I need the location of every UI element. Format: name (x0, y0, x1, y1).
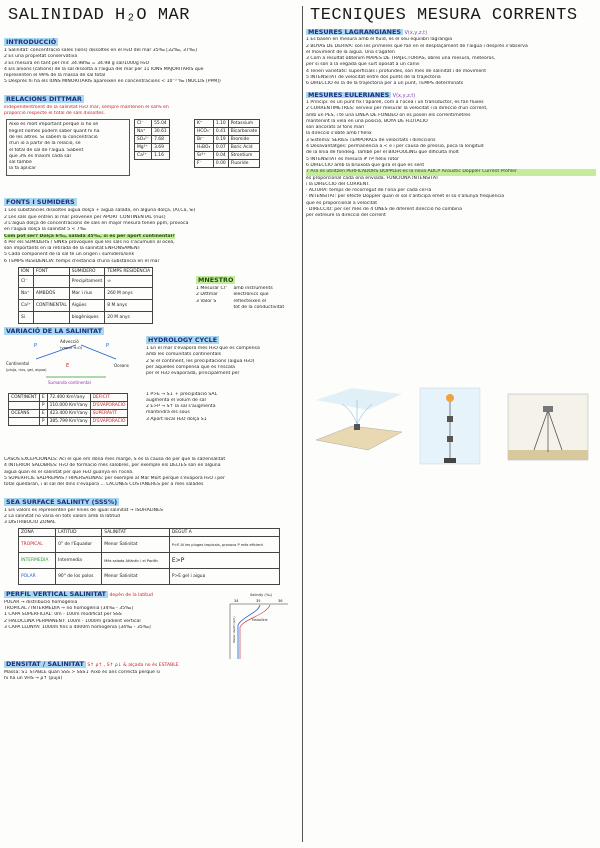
right-column (306, 0, 596, 848)
page-title-salinidad: SALINIDAD H₂O MAR (8, 6, 190, 25)
dittmar-subtitle-2: proporció respecte el total de sals dissoltes. (4, 111, 106, 117)
mnemo-title: MNESTRO (198, 276, 234, 285)
note-line: llegint només podem saber quant hi ha (9, 128, 100, 134)
cell: INTERMEDIA (19, 553, 56, 569)
cell: 260 M anys (105, 288, 153, 300)
cell: 110.000 Km³/any (47, 402, 90, 410)
variacio-table (8, 393, 128, 426)
list-item: augmenta el volum de sal (146, 397, 206, 403)
list-item: que és proporcional a velocitat (306, 200, 378, 206)
list-item: 5 Cada component de la sal té un origen i sumidero/sink (4, 252, 135, 258)
ion-name: Strontium (228, 152, 260, 160)
chart-label: Halocline (252, 618, 268, 623)
cell: ∞ (105, 276, 153, 288)
axis-label: Water depth (km) (232, 616, 236, 644)
list-item: 5 Després hi ha els IONS MINORITARIS apareixen en concentracions < 10⁻³ ‰ (NUCLIS [PPM]) (4, 79, 221, 85)
note-line: Això és molt important perquè si ho sé (9, 122, 99, 128)
cell (9, 418, 40, 426)
cell: 8 M anys (105, 300, 153, 312)
col-header: ZONA (19, 529, 56, 537)
variacio-cicle-block (4, 327, 300, 457)
heading-variacio: VARIACIÓ DE LA SALINITAT (6, 327, 102, 336)
cell: AMBDÓS (33, 288, 69, 300)
list-item: 4 Tenen varietats: superficials i profundes, són més de salinitat i de moviment (306, 68, 487, 74)
list-item: 3 Com a resultat obtenim MAPES DE TRAJECTORIAS, obres una mesura, meteoros, (306, 56, 496, 62)
list-item: 3 Sistema: SÈRIES TEMPORALS de velocitats i direccions (306, 137, 436, 143)
densitat-rel: S↑ ρ↑ , S↑ ρ↓ & alçada no és ESTABLE (87, 663, 179, 669)
label: Advecció (60, 339, 79, 345)
chart-title: Salinity (‰) (250, 593, 273, 598)
col-header: SALINITAT (102, 529, 170, 537)
dittmar-block (4, 117, 300, 189)
list-item: mantenint la vela en una posició, BOYA DE FLOTACIÓ (306, 118, 428, 124)
mnemo-note: tot de la conductivitat (233, 304, 285, 310)
ion-name: Bicarbonate (228, 128, 260, 136)
mnemo-step: 3 Valor S (196, 298, 217, 304)
list-item: per el H₂O evaporada, principalment per (146, 371, 240, 377)
col-header: FONT (33, 268, 69, 276)
heading-lagrangianes: MESURES LAGRANGIANES (308, 29, 401, 36)
ion-pct: 0.19 (213, 136, 228, 144)
dittmar-note (6, 119, 130, 175)
cell: P (39, 418, 47, 426)
ion-pct: 1.16 (152, 152, 170, 160)
ions-table-a (134, 119, 170, 160)
col-header: LATITUD (56, 529, 102, 537)
cell: P (39, 402, 47, 410)
list-item: 3 CAPA LLUNYA: 1000m fins a 4000m homogènia (4, 624, 117, 630)
ion-pct: 1.10 (213, 120, 228, 128)
heading-sss: SEA SURFACE SALINITY (SSS%) (6, 497, 118, 506)
col-header: DEGUT A (169, 529, 279, 537)
list-item: el moviment de la aigua. Una s'agafen (306, 49, 395, 55)
cell: TROPICAL (19, 537, 56, 553)
cell: CONTINENT (9, 394, 40, 402)
list-item: per aquelles compensa que és l'escala (146, 364, 235, 370)
heading-fonts: FONTS I SUMIDERS (6, 198, 75, 207)
ion-pct: 0.00 (213, 160, 228, 168)
cell: Ca²⁺ (19, 300, 34, 312)
list-item: 2 Les sals que entren al mar provenen per APORT CONTINENTAL (rius) (4, 214, 166, 220)
label: P (106, 343, 110, 350)
eulerianes-coords: V(x,y,z,t) (392, 92, 416, 99)
lagrangianes-lines (306, 37, 596, 87)
list-item: 6 DIRECCIÓ és la de la trajectòria per a un punt, TEMPS determinats (306, 81, 464, 87)
tick-label: 34 (234, 599, 239, 604)
list-item: · ALTURA: temps de recorregut de l'ona per cada cel·la (306, 188, 432, 194)
list-item: 1 Els valors es representen per línies de igual salinitat → ISOHALINES (4, 507, 163, 513)
residencia-block (4, 265, 300, 327)
tick-label: 36 (278, 599, 283, 604)
cell: 72.400 Km³/any (47, 394, 90, 402)
cell: 20 M anys (105, 312, 153, 324)
ion-pct: 30.61 (152, 128, 170, 136)
cell: E (39, 410, 47, 418)
list-item: amb un PES, i té una LINEA DE FONDEO on es posen els correntímetres (306, 112, 471, 118)
list-item: TROPICAL / INTERMEDIA → no homogènia (4, 606, 100, 612)
perfil-suffix: depèn de la latitud (109, 593, 153, 599)
column-divider (302, 6, 303, 842)
list-item: 2 CORRENTÍMETRES: serveix per mesurar la velocitat i la direcció d'un corrent, (306, 106, 488, 112)
list-item: de la línia de fondeig. També per el BIOFOULING que dificulta molt (306, 150, 459, 156)
lagrangianes-coords: V(x,y,z,t) (404, 30, 428, 36)
list-item: 6 TEMPS RESIDÈNCIA: temps d'estància d'una substància en el mar (4, 258, 160, 264)
illustration-adcp-seabed (316, 388, 402, 450)
list-item: 4 Per els SUMIDERS / SINKS provoquen que les sals no s'acumulin al oceà, (4, 239, 175, 245)
list-item: POLAR → distribució homogènia (4, 599, 78, 605)
cell: P>E gel i aigua (169, 569, 279, 585)
mnemo-note: amb instruments (233, 286, 273, 292)
list-item: per extreure la direcció del corrent (306, 213, 386, 219)
note-line: de les altres. Si sabem la concentració (9, 134, 98, 140)
cell (33, 276, 69, 288)
list-item: 1 Salinitat: concentració sales (ions) dissoltes en el H₂O del mar 35‰ [32‰, 37‰] (4, 48, 197, 53)
cell: Més salada Atlàntic i el Pacífic (102, 553, 170, 569)
cell: POLAR (19, 569, 56, 585)
cell: Menor Salinitat (102, 569, 170, 585)
col-header: ION (19, 268, 34, 276)
list-item: 2 La salinitat no varia en tots valors amb la latitud (4, 513, 121, 519)
salinity-profile-chart (220, 591, 292, 661)
ion-name: Fluoride (228, 160, 260, 168)
list-item: són ancorats al fons marí (306, 125, 365, 131)
label: (vapor H₂O) (60, 345, 83, 351)
heading-cicle: HYDROLOGY CYCLE (148, 336, 218, 345)
ion: HCO₃⁻ (195, 128, 214, 136)
ion-pct: 0.04 (213, 152, 228, 160)
ion: Cl⁻ (135, 120, 152, 128)
ion: Sr²⁺ (195, 152, 214, 160)
heading-introduccio: INTRODUCCIÓ (6, 38, 57, 46)
cell: 385.799 Km³/any (47, 418, 90, 426)
list-item: 5 SUPERFICIE SALPREMAS / HIPERSALINAS: per exemple al Mar Mort perquè s'evapora H₂O i per (4, 475, 225, 481)
cell: biogèniques (69, 312, 105, 324)
ion: H₃BO₃ (195, 144, 214, 152)
ion: F⁻ (195, 160, 214, 168)
ion-name: Boric Acid (228, 144, 260, 152)
cell: Aigües (69, 300, 105, 312)
cell: CONTINENTAL (33, 300, 69, 312)
list-item: 3 L'aigua dolça de concentracions de sals en major mesura tenen ppm, provoca (4, 220, 189, 226)
list-item: 5 INTENSITAT de velocitat entre dos punts de la trajectòria (306, 75, 441, 81)
ion: SO₄²⁻ (135, 136, 152, 144)
mnemo-note: reflecteixen el (233, 298, 267, 304)
note-line: el total de sal de l'aigua. Sabent (9, 147, 84, 153)
ion-pct: 55.04 (152, 120, 170, 128)
arrow-line (81, 345, 116, 359)
list-item: 1 Principi: és un punt fix l'aparell, com a l'oceà i un transductor, es fan fluxes (306, 99, 484, 105)
ion-name: Potassium (228, 120, 260, 128)
list-item: 3 És mesura en tant per mil: 34.98‰ = 34.98 g sal/1000g H₂O (4, 60, 150, 66)
note-line: la fa aplicar (9, 166, 36, 172)
list-item: representen el 99% de la massa de sal total (4, 73, 106, 79)
illustration-tripod (508, 394, 588, 460)
cell: D'EVAPORACIÓ (90, 418, 128, 426)
list-item: mantindrà els sous (146, 410, 190, 416)
cell: Si (19, 312, 34, 324)
note-line: d'un ió a partir de la relació, sé (9, 141, 81, 147)
cell: DÈFICIT (90, 394, 128, 402)
ion-pct: 7.68 (152, 136, 170, 144)
cell: E (39, 394, 47, 402)
list-item: són importants en la retirada de la salinitat ENFONSAMENT (4, 246, 141, 252)
perfil-block (4, 591, 300, 661)
ion: K⁺ (195, 120, 214, 128)
list-item: 3 Aport local H₂O dolça S↓ (146, 416, 208, 422)
list-item: total quedaran, i al sal del dins s'evapora ... LACUNES COSTANERES per a més salades (4, 482, 204, 488)
list-item: 4 INTERIOR SALOBRES: H₂O de formació més salobres, per exemple els DELTES són en alguna (4, 463, 221, 469)
list-item: 2 HALOCLINA PERMANENT: 100m - 1000m gradient vertical (4, 618, 141, 624)
list-item: CASOS EXCEPCIONALS: Ací el que em dóna més marge, S és la causa de per què la sal/ensalitat (4, 457, 226, 463)
measurement-illustrations (312, 380, 592, 470)
illustration-mooring-line (420, 388, 480, 464)
fonts-question: Com pot ser? Dolça 6‰, salada 35‰, si es per aport continental? (4, 233, 175, 239)
heading-perfil: PERFIL VERTICAL SALINITAT (6, 591, 107, 599)
cell: Precipitament (69, 276, 105, 288)
list-item: 4 Els anions (cations) de la sal dissolta a l'aigua del mar per 11 IONS MAJORITARIS que (4, 66, 204, 72)
col-header: SUMIDERO (69, 268, 105, 276)
list-item: hi ha un VHS → ρ↑ (puja) (4, 676, 63, 682)
list-item: 2 E>P → S↑ la sal s'augmenta (146, 404, 216, 410)
list-item: amb les comunitats continentals (146, 352, 222, 358)
ion-name: Bromide (228, 136, 260, 144)
label: E (66, 363, 70, 370)
range: [34‰ - 35‰] (100, 606, 134, 612)
label: (pluja, rius, gel, aigua) (6, 368, 47, 373)
ion-pct: 0.41 (213, 128, 228, 136)
range: [34‰ - 35‰] (118, 624, 151, 630)
cell: Cl⁻ (19, 276, 34, 288)
list-item: 2 Sí el continent, les precipitacions (aigua H₂O) (146, 358, 255, 364)
heading-eulerianes: MESURES EULERIANES (308, 91, 390, 99)
mnemo-step: 2 Dittmar (196, 292, 218, 298)
ion-pct: 0.07 (213, 144, 228, 152)
list-item: · DIRECCIÓ: per ser més de 4 ONES de diferent direcció ho combina (306, 207, 462, 213)
list-item: 1 CAPA SUPERFICIAL: 0m - 100m modificat per SSS (4, 612, 122, 618)
ion: Mg²⁺ (135, 144, 152, 152)
variacio-diagram (6, 337, 138, 387)
mnemo-note: electrònics que (233, 292, 269, 298)
cell: 0° de l'Equador (56, 537, 102, 553)
residencia-table (18, 267, 153, 324)
list-item: 1 Les substàncies dissoltes aigua dolça + aigua salada, en alguna dolça, (Al,Ca, Si) (4, 208, 196, 214)
label: P (34, 343, 38, 350)
list-item: i la DIRECCIÓ del CORRENT. (306, 181, 370, 187)
cell: Mar i rius (69, 288, 105, 300)
ion: Br⁻ (195, 136, 214, 144)
label: Oceans (114, 363, 129, 369)
list-item: 1 En el mar s'evapora més H₂O que es compensa (146, 346, 260, 352)
heading-dittmar: RELACIONS DITTMAR (6, 94, 82, 103)
label: Continental (6, 361, 30, 367)
list-item: Massa: S↓ STABLE quan SSS > SSS↓ Això és ans correcta perquè si (4, 669, 161, 675)
list-item: 2 BOYAS DE DERIVA: són les primeres que fan en el desplaçament de l'aigua i després s'observa (306, 43, 528, 49)
list-item: 7 Ara es utilitzen PERFILADORS DOPPLER es la nova ADCP Acoustic Doppler Current Profiler (306, 169, 596, 175)
note-line: que 3% és maxim cada sal (9, 153, 71, 159)
sss-table (18, 528, 280, 585)
cell: 90° de los polos (56, 569, 102, 585)
dittmar-subtitle: independentment de la salinitat H₂O mar, sempre mantenen el sal% en (4, 104, 169, 110)
cell (9, 402, 40, 410)
list-item: en l'aigua dolça la salinitat 5 < 7‰ (4, 227, 86, 233)
list-item: 6 DIRECCIÓ amb la brúixola que gira el que es sent (306, 162, 425, 168)
cell: OCEÀNS (9, 410, 40, 418)
label: Sumanda continental (48, 380, 91, 386)
list-item: per si són a la vegada que surt oposat a un canvi (306, 62, 420, 68)
ion: Na⁺ (135, 128, 152, 136)
col-header: TEMPS RESIDÈNCIA (105, 268, 153, 276)
list-item: la direcció s'obté amb l'hèlix (306, 131, 372, 137)
list-item: 1 És basen en mesura amb el fluid, es el seu equilibri lagrangia (306, 37, 453, 43)
cell: P>E Al les pluges tropicals, provoca P més eficient (169, 537, 279, 553)
list-item: 4 Desavantatges: permanència a < e i per causa de pressió, poca la longitud (306, 144, 484, 150)
tick-label: 35 (256, 599, 261, 604)
list-item: 5 INTENSITAT es mesura # nº hèlix rotor (306, 156, 399, 162)
list-item: és proporcional cada ona enviada. FUNCIONA INTENSITAT (306, 175, 439, 181)
profile-line (240, 605, 270, 659)
list-item: 1 P>E → S↓ + precipitació SAL (146, 391, 218, 397)
ion: Ca²⁺ (135, 152, 152, 160)
cell: Menor Salinitat (102, 537, 170, 553)
list-item: · INTENSITAT: per efecte Doppler quan el sol s'anticipa emet el so s'allunya freqüència (306, 194, 505, 200)
mnemo-step: 1 Mesurar Cl⁻ (196, 286, 228, 292)
cell: 423.400 Km³/any (47, 410, 90, 418)
cell: D'EVAPORACIÓ (90, 402, 128, 410)
note-line: sal també (9, 160, 32, 166)
cell: Intermedia (56, 553, 102, 569)
list-item: 2 És una propietat conservativa (4, 54, 78, 60)
page-title-tecniques: TECNIQUES MESURA CORRENTS (310, 6, 578, 25)
eulerianes-lines (306, 100, 596, 220)
cell: Na⁺ (19, 288, 34, 300)
list-item: aigua quan és el salinitat per que H₂O guanya en l'oceà. (4, 469, 134, 475)
ions-table-b (194, 119, 260, 168)
cell: SUPERÀVIT (90, 410, 128, 418)
cell: E>P (169, 553, 279, 569)
list-item: 3 DISTRIBUCIÓ ZONAL (4, 520, 56, 526)
left-column (4, 0, 300, 848)
introduccio-lines (4, 48, 300, 86)
ion-pct: 3.69 (152, 144, 170, 152)
heading-densitat: DENSITAT / SALINITAT (6, 661, 84, 669)
profile-line (238, 605, 260, 659)
cell (33, 312, 69, 324)
